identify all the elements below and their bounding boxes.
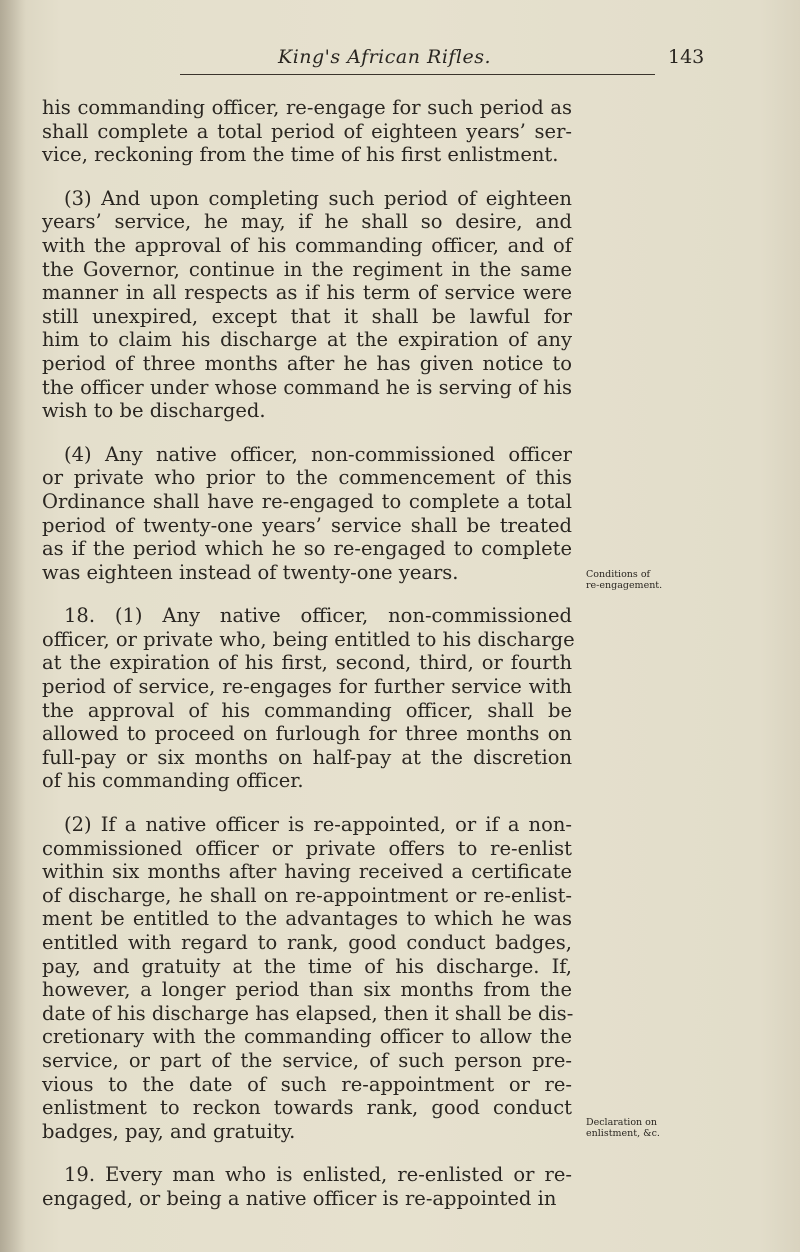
text-line: cretionary with the commanding officer to allow the xyxy=(42,1025,572,1049)
text-line: was eighteen instead of twenty-one years. xyxy=(42,560,459,584)
text-line: the Governor, continue in the regiment in the same xyxy=(42,257,572,281)
margin-note-line: Declaration on xyxy=(586,1117,658,1128)
text-line: vice, reckoning from the time of his first enlistment. xyxy=(42,143,559,167)
text-line: officer, or private who, being entitled to his discharge xyxy=(42,627,575,651)
text-line: vious to the date of such re-appointment or re- xyxy=(42,1072,572,1096)
text-line: his commanding officer, re-engage for such period as xyxy=(42,96,572,119)
text-line: or private who prior to the commencement of this xyxy=(42,466,572,490)
page-number: 143 xyxy=(668,46,705,68)
text-line: 19. Every man who is enlisted, re-enlisted or re- xyxy=(64,1163,572,1187)
text-line: entitled with regard to rank, good conduct badges, xyxy=(42,931,572,954)
text-line: pay, and gratuity at the time of his discharge. If, xyxy=(42,954,572,978)
page-header xyxy=(150,46,705,74)
text-line: as if the period which he so re-engaged to complete xyxy=(42,537,572,561)
text-line: years’ service, he may, if he shall so desire, and xyxy=(42,210,572,234)
text-line: within six months after having received a certificate xyxy=(42,860,572,884)
text-line: Ordinance shall have re-engaged to complete a total xyxy=(42,489,572,513)
text-line: ment be entitled to the advantages to which he was xyxy=(42,907,572,931)
text-line: enlistment to reckon towards rank, good conduct xyxy=(42,1096,572,1120)
text-line: manner in all respects as if his term of service were xyxy=(42,281,572,305)
text-line: at the expiration of his first, second, third, or fourth xyxy=(42,651,572,675)
text-line: period of three months after he has given notice to xyxy=(42,351,572,375)
text-line: period of service, re-engages for further service with xyxy=(42,675,572,699)
text-line: of discharge, he shall on re-appointment or re-enlist- xyxy=(42,883,572,907)
margin-note-line: re-engagement. xyxy=(586,579,663,591)
paragraph-17-3 xyxy=(42,187,572,423)
margin-note-declaration xyxy=(586,1118,668,1139)
text-line: date of his discharge has elapsed, then it shall be dis- xyxy=(42,1001,574,1025)
binding-shadow xyxy=(0,0,26,1252)
margin-note-conditions xyxy=(586,570,668,591)
text-line: commissioned officer or private offers to re-enlist xyxy=(42,836,572,860)
text-line: wish to be discharged. xyxy=(42,399,266,423)
text-line: him to claim his discharge at the expiration of any xyxy=(42,328,572,352)
text-line: period of twenty-one years’ service shall be treated xyxy=(42,513,572,537)
text-line: shall complete a total period of eighteen years’ ser- xyxy=(42,119,572,143)
text-line: the officer under whose command he is serving of his xyxy=(42,375,572,399)
text-line: engaged, or being a native officer is re-appointed in xyxy=(42,1186,557,1210)
margin-note-line: Conditions of xyxy=(586,569,651,580)
paragraph-18-1 xyxy=(42,604,575,793)
header-rule xyxy=(180,74,655,75)
paragraph-17-4 xyxy=(42,443,572,585)
text-line: badges, pay, and gratuity. xyxy=(42,1119,296,1143)
text-line: of his commanding officer. xyxy=(42,769,304,793)
text-line: (3) And upon completing such period of eighteen xyxy=(64,186,572,210)
paragraph-19 xyxy=(42,1163,572,1210)
running-title: King's African Rifles. xyxy=(278,46,492,68)
paragraph-continuation xyxy=(42,96,572,167)
paragraph-18-2 xyxy=(42,813,572,1143)
text-line: with the approval of his commanding officer, and of xyxy=(42,233,572,257)
text-line: 18. (1) Any native officer, non-commissioned xyxy=(64,604,572,628)
text-line: however, a longer period than six months from the xyxy=(42,978,572,1002)
text-line: full-pay or six months on half-pay at the discretion xyxy=(42,745,572,769)
text-line: (4) Any native officer, non-commissioned officer xyxy=(64,442,572,466)
margin-note-line: enlistment, &c. xyxy=(586,1127,660,1139)
body-text xyxy=(42,96,575,1231)
text-line: (2) If a native officer is re-appointed, or if a non- xyxy=(64,813,572,837)
text-line: allowed to proceed on furlough for three months on xyxy=(42,722,572,746)
text-line: service, or part of the service, of such person pre- xyxy=(42,1048,572,1072)
text-line: the approval of his commanding officer, shall be xyxy=(42,698,572,722)
text-line: still unexpired, except that it shall be lawful for xyxy=(42,304,572,328)
